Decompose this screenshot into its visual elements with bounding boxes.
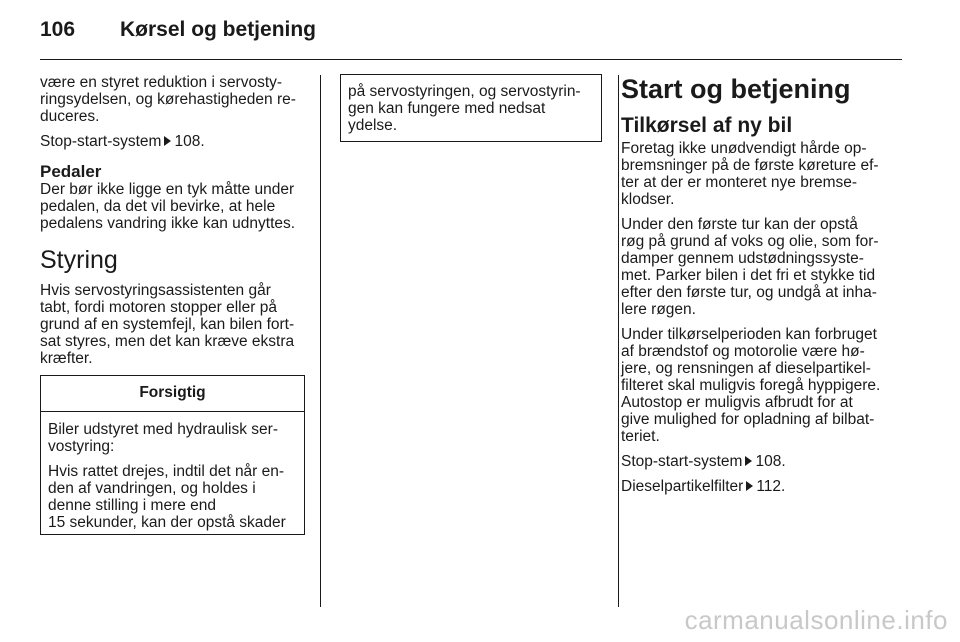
watermark: carmanualsonline.info (684, 605, 948, 635)
page-ref-triangle-icon (745, 456, 752, 466)
warning-title: Forsigtig (41, 376, 304, 412)
column-divider-1 (320, 75, 321, 607)
section-heading-styring: Styring (40, 246, 118, 274)
column-1 (40, 74, 305, 535)
paragraph-2: Under den første tur kan der opstå røg på grund af voks og olie, som for- damper gennem udstødningssyste- met. Parker bilen i det fri et stykke tid efter den første tur, og undgå at inha- lere røgen. (621, 216, 879, 318)
chapter-title: Kørsel og betjening (120, 18, 317, 41)
chapter-section-title: Start og betjening (621, 74, 851, 104)
header-divider (40, 59, 902, 60)
section-heading-tilkorsel: Tilkørsel af ny bil (621, 114, 793, 137)
column-divider-2 (618, 75, 619, 607)
paragraph-1: Foretag ikke unødvendigt hårde op- bremsninger på de første køreture ef- ter at der er monteret nye bremse- klodser. (621, 140, 879, 208)
styring-paragraph: Hvis servostyringsassistenten går tabt, fordi motoren stopper eller på grund af en systemfejl, kan bilen fort- sat styres, men det kan kræve ekstra kræfter. (40, 282, 295, 367)
page-ref-triangle-icon (164, 136, 171, 146)
warning-box-continued: på servostyringen, og servostyrin- gen kan fungere med nedsat ydelse. (340, 74, 602, 142)
page-header (40, 18, 316, 42)
page-ref-triangle-icon (746, 481, 753, 491)
paragraph-3: Under tilkørselperioden kan forbruget af brændstof og motorolie være hø- jere, og rensningen af dieselpartikel- filteret skal muligvis foregå hyppigere. Autostop er muligvis afbrudt for at give mulighed for opladning af bilbat- teriet. (621, 326, 881, 445)
cross-reference-dieselpartikelfilter[interactable]: Dieselpartikelfilter 112. (621, 478, 786, 495)
warning-box (40, 375, 305, 535)
column-3 (621, 74, 906, 503)
warning-body: Biler udstyret med hydraulisk ser- vostyring: Hvis rattet drejes, indtil det når en- den af vandringen, og holdes i denne stilling i mere end 15 sekunder, kan der opstå skader (48, 421, 286, 531)
pedaler-paragraph: Der bør ikke ligge en tyk måtte under pedalen, da det vil bevirke, at hele pedalens vandring ikke kan udnyttes. (40, 181, 296, 232)
cross-reference-stop-start[interactable]: Stop-start-system 108. (621, 453, 786, 470)
cross-reference[interactable]: Stop-start-system 108. (40, 133, 205, 150)
intro-paragraph: være en styret reduktion i servosty- ringsydelsen, og kørehastigheden re- duceres. (40, 74, 296, 125)
column-2 (340, 74, 602, 142)
page-number: 106 (40, 18, 76, 41)
section-heading-pedaler: Pedaler (40, 162, 102, 181)
